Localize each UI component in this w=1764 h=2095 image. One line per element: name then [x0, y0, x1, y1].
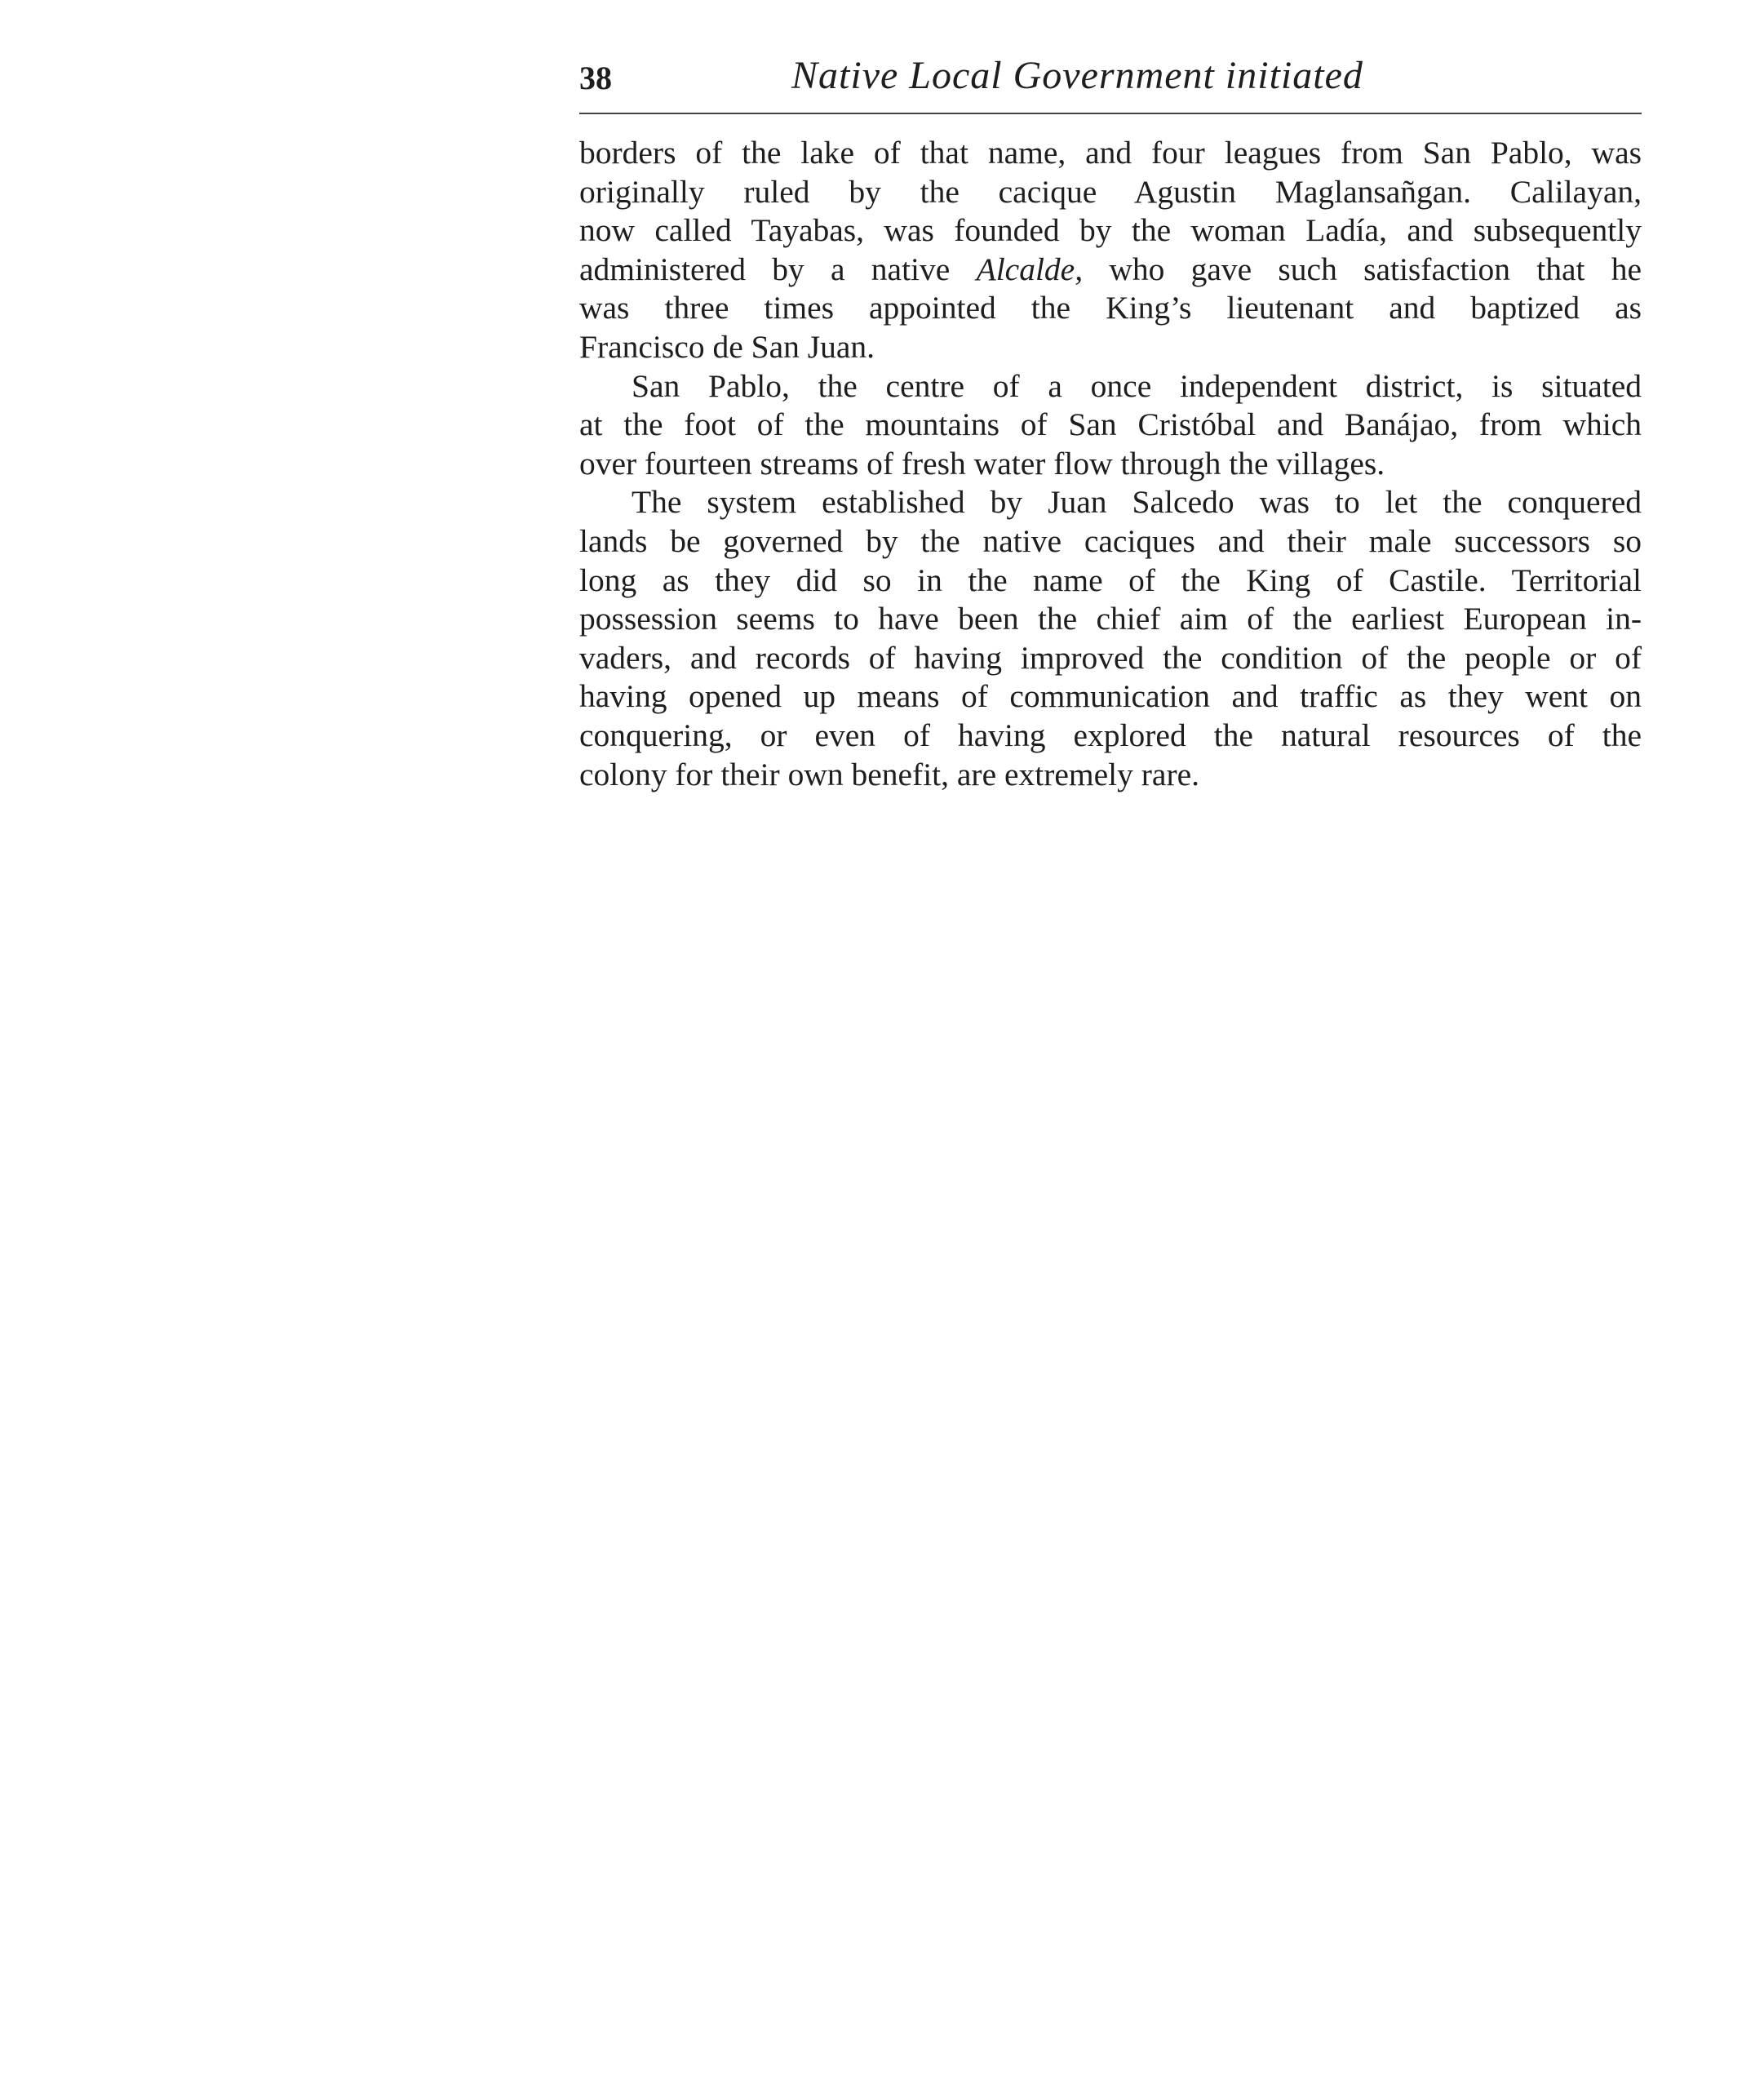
text-line — [579, 406, 1642, 445]
text-run: possession seems to have been the chief aim of the earliest European in- — [579, 601, 1642, 637]
text-run: administered by a native — [579, 251, 977, 287]
text-line — [579, 677, 1642, 717]
running-title: Native Local Government initiated — [791, 54, 1363, 97]
text-run: Francisco de San Juan. — [579, 328, 875, 365]
text-run: borders of the lake of that name, and four leagues from San Pablo, was — [579, 135, 1642, 171]
text-line — [579, 717, 1642, 756]
text-run: long as they did so in the name of the King of Castile. Territorial — [579, 561, 1642, 598]
text-run: having opened up means of communication and traffic as they went on — [579, 678, 1642, 715]
text-run: now called Tayabas, was founded by the woman Ladía, and subsequently — [579, 212, 1642, 249]
paragraph — [579, 367, 1642, 484]
text-line — [579, 289, 1642, 328]
paragraph — [579, 483, 1642, 794]
text-run: colony for their own benefit, are extremely rare. — [579, 756, 1200, 792]
text-line — [579, 445, 1642, 484]
text-run: over fourteen streams of fresh water flow through the villages. — [579, 445, 1385, 482]
text-line — [579, 251, 1642, 290]
text-run: at the foot of the mountains of San Cristóbal and Banájao, from which — [579, 406, 1642, 443]
text-run: conquering, or even of having explored the natural resources of the — [579, 717, 1642, 753]
header-rule — [579, 113, 1642, 114]
text-run: vaders, and records of having improved the condition of the people or of — [579, 639, 1642, 676]
text-line — [579, 483, 1642, 522]
text-run: The system established by Juan Salcedo was to let the conquered — [632, 484, 1642, 521]
text-run: San Pablo, the centre of a once independent district, is situated — [632, 367, 1642, 404]
text-line — [579, 522, 1642, 561]
running-head — [579, 51, 1642, 108]
body-text — [579, 134, 1642, 794]
text-run: lands be governed by the native caciques and their male successors so — [579, 522, 1642, 559]
text-line — [579, 211, 1642, 251]
text-run: was three times appointed the King’s lieutenant and baptized as — [579, 290, 1642, 326]
paragraph — [579, 134, 1642, 367]
text-run: originally ruled by the cacique Agustin Maglansañgan. Calilayan, — [579, 173, 1642, 210]
text-line — [579, 756, 1642, 795]
text-run: who gave such satisfaction that he — [1083, 251, 1642, 287]
page-number: 38 — [579, 60, 612, 96]
text-line — [579, 134, 1642, 173]
text-line — [579, 600, 1642, 639]
text-line — [579, 561, 1642, 601]
italic-term: Alcalde, — [976, 251, 1084, 287]
text-line — [579, 328, 1642, 367]
text-line — [579, 173, 1642, 212]
text-line — [579, 367, 1642, 406]
text-line — [579, 639, 1642, 678]
